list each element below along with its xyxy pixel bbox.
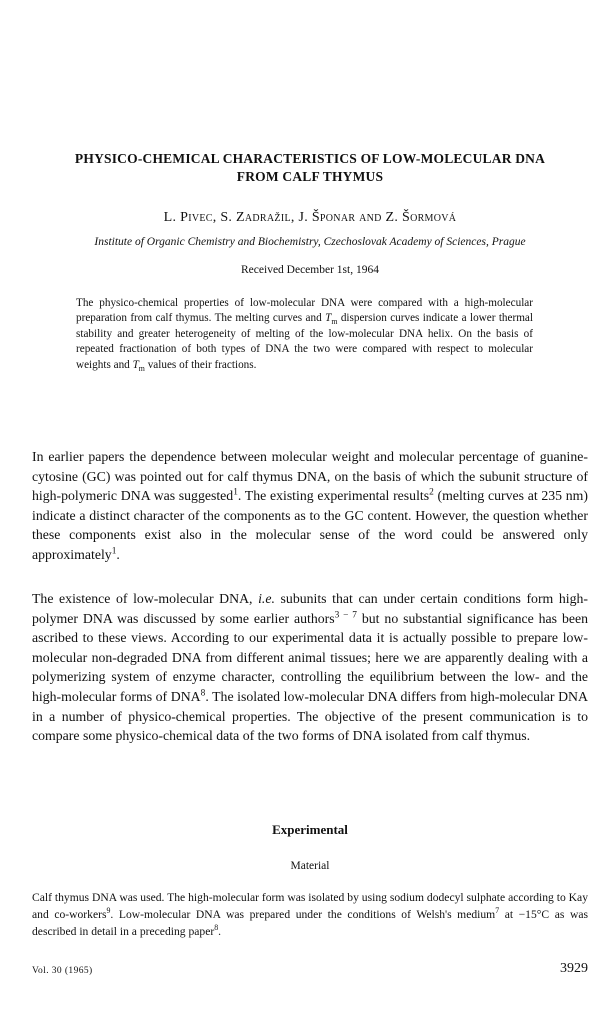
tm-subscript-1: m (331, 317, 338, 327)
p1-text-1: In earlier papers the dependence between molecular weight and molecular percentage of guanine-cytosine (GC) was pointed out for calf thymus DNA, on the basis of which the subunit structure of high-polymeric DNA was suggested (32, 449, 588, 504)
tm-symbol-2: T (132, 358, 139, 371)
paragraph-1 (32, 447, 588, 565)
author-1: L. Pivec (163, 210, 213, 225)
paragraph-2 (32, 589, 588, 746)
author-2: S. Zadražil (220, 210, 291, 225)
material-text-1: Calf thymus DNA was used. The high-molecular form was isolated by using sodium dodecyl sulphate according to Kay and co-workers (32, 891, 588, 921)
abstract-text-3: values of their fractions. (144, 358, 257, 371)
material-text-2: . Low-molecular DNA was prepared under the conditions of Welsh's medium (110, 908, 496, 921)
tm-symbol-1: T (325, 312, 332, 325)
material-paragraph (32, 889, 588, 940)
title-line-2: FROM CALF THYMUS (236, 169, 384, 184)
author-conjunction: and (359, 210, 382, 225)
p1-text-4: . (116, 546, 120, 562)
p2-text-1: The existence of low-molecular DNA, (32, 591, 259, 606)
paper-title (20, 150, 600, 186)
author-list: L. Pivec, S. Zadražil, J. Šponar and Z. Šormová (163, 210, 457, 225)
p2-text-3: but no substantial significance has been ascribed to these views. According to our experimental data it is actually possible to prepare low-molecular non-degraded DNA from different animal tissues; here we are apparently dealing with a polymerizing system of enzyme character, controlling the equilibrium between the low- and the high-molecular forms of DNA (32, 610, 588, 704)
citation-ref: 8 (200, 688, 206, 699)
tm-subscript-2: m (138, 363, 145, 373)
p2-text-2: subunits that can under certain conditions form high-polymer DNA was discussed by some earlier authors (32, 591, 588, 626)
author-3: J. Šponar (298, 210, 356, 225)
abstract (76, 296, 533, 373)
p2-italic-ie: i.e. (258, 591, 275, 606)
p1-text-2: . The existing experimental results (237, 488, 430, 504)
title-line-1: PHYSICO-CHEMICAL CHARACTERISTICS OF LOW-MOLECULAR DNA (74, 151, 546, 166)
citation-ref: 8 (214, 923, 219, 933)
citation-ref: 2 (429, 487, 434, 498)
author-4: Z. Šormová (385, 210, 457, 225)
abstract-text-1: The physico-chemical properties of low-molecular DNA were compared with a high-molecular preparation from calf thymus. The melting curves and (76, 297, 533, 325)
citation-ref: 1 (111, 546, 117, 557)
abstract-text-2: dispersion curves indicate a lower thermal stability and greater heterogeneity of melting of the low-molecular DNA helix. On the basis of repeated fractionation of both types of DNA the two were compared with respect to molecular weights and (76, 312, 533, 371)
journal-volume: Vol. 30 (1965) (32, 966, 93, 976)
citation-ref: 3 − 7 (334, 610, 357, 620)
citation-ref: 1 (233, 487, 238, 498)
page-number: 3929 (560, 961, 588, 976)
p1-text-3: (melting curves at 235 nm) indicate a distinct character of the components as to the GC content. However, the question whether these components exist also in the molecular sense of the word could be answered only approximately (32, 488, 588, 562)
affiliation: Institute of Organic Chemistry and Biochemistry, Czechoslovak Academy of Sciences, Prague (94, 236, 526, 248)
material-text-3: at −15°C as was described in detail in a preceding paper (32, 908, 588, 938)
citation-ref: 9 (106, 906, 111, 916)
material-text-4: . (218, 925, 222, 938)
subsection-heading: Material (290, 860, 330, 872)
p2-text-4: . The isolated low-molecular DNA differs from high-molecular DNA in a number of physico-chemical properties. The objective of the present communication is to compare some physico-chemical data of the two forms of DNA isolated from calf thymus. (32, 688, 588, 744)
citation-ref: 7 (495, 906, 500, 916)
section-heading: Experimental (272, 822, 348, 837)
received-date: Received December 1st, 1964 (241, 264, 379, 276)
